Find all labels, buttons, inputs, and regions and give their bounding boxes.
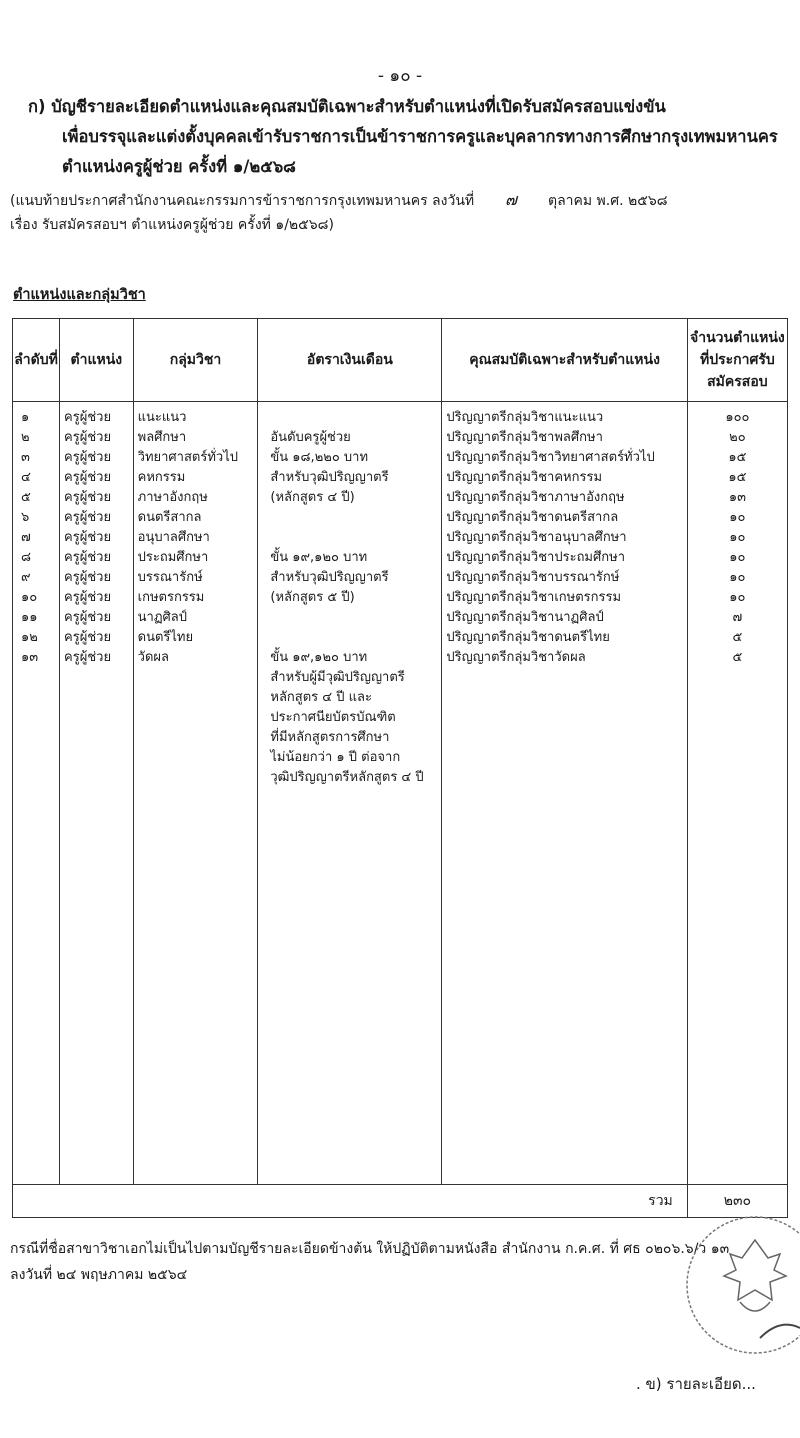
- row-number: ๑๓: [21, 650, 39, 665]
- salary-tier1-desc2: (หลักสูตร ๔ ปี): [270, 490, 355, 505]
- qualification-text: ปริญญาตรีกลุ่มวิชาวัดผล: [446, 650, 586, 665]
- subject-name: ภาษาอังกฤษ: [137, 490, 208, 505]
- qualification-text: ปริญญาตรีกลุ่มวิชาดนตรีไทย: [446, 630, 610, 645]
- positions-cell: [60, 402, 134, 1185]
- position-name: ครูผู้ช่วย: [64, 410, 112, 425]
- position-name: ครูผู้ช่วย: [64, 450, 112, 465]
- salary-tier3-desc4: ที่มีหลักสูตรการศึกษา: [270, 730, 390, 745]
- position-count: ๑๕: [728, 450, 747, 465]
- position-name: ครูผู้ช่วย: [64, 610, 112, 625]
- subject-name: วิทยาศาสตร์ทั่วไป: [137, 450, 238, 465]
- attachment-note: [10, 188, 795, 237]
- position-count: ๒๐: [729, 430, 746, 445]
- attachment-line-2: เรื่อง รับสมัครสอบฯ ตำแหน่งครูผู้ช่วย ครั้งที่ ๑/๒๕๖๘): [10, 217, 334, 233]
- position-name: ครูผู้ช่วย: [64, 590, 112, 605]
- subject-name: พลศึกษา: [137, 430, 187, 445]
- subject-name: นาฏศิลป์: [137, 610, 188, 625]
- qualification-text: ปริญญาตรีกลุ่มวิชาดนตรีสากล: [446, 510, 619, 525]
- position-count: ๑๐: [729, 590, 746, 605]
- row-number: ๑๒: [21, 630, 38, 645]
- position-name: ครูผู้ช่วย: [64, 630, 112, 645]
- header-count: จำนวนตำแหน่งที่ประกาศรับสมัครสอบ: [687, 319, 787, 402]
- position-name: ครูผู้ช่วย: [64, 530, 112, 545]
- page-number: - ๑๐ -: [377, 66, 423, 86]
- header-no: ลำดับที่: [13, 319, 60, 402]
- salary-tier3-desc1: สำหรับผู้มีวุฒิปริญญาตรี: [270, 670, 405, 685]
- row-number: ๕: [21, 490, 31, 505]
- subject-name: ประถมศึกษา: [137, 550, 209, 565]
- qualification-text: ปริญญาตรีกลุ่มวิชานาฏศิลป์: [446, 610, 604, 625]
- position-count: ๑๕: [728, 470, 747, 485]
- position-name: ครูผู้ช่วย: [64, 650, 112, 665]
- table-total-row: [13, 1185, 788, 1218]
- qualification-text: ปริญญาตรีกลุ่มวิชาประถมศึกษา: [446, 550, 625, 565]
- salary-cell: [258, 402, 442, 1185]
- subject-name: แนะแนว: [137, 410, 187, 425]
- row-number: ๓: [21, 450, 30, 465]
- salary-tier3-desc6: วุฒิปริญญาตรีหลักสูตร ๔ ปี: [270, 770, 424, 785]
- heading-line-1: ก) บัญชีรายละเอียดตำแหน่งและคุณสมบัติเฉพาะสำหรับตำแหน่งที่เปิดรับสมัครสอบแข่งขัน: [28, 97, 666, 116]
- numbers-cell: [13, 402, 60, 1185]
- subject-name: วัดผล: [137, 650, 169, 665]
- qualification-text: ปริญญาตรีกลุ่มวิชาอนุบาลศึกษา: [446, 530, 627, 545]
- position-name: ครูผู้ช่วย: [64, 490, 112, 505]
- next-section-label: . ข) รายละเอียด...: [636, 1375, 756, 1393]
- position-count: ๑๐: [729, 570, 746, 585]
- qualifications-cell: [442, 402, 687, 1185]
- header-subject: กลุ่มวิชา: [133, 319, 258, 402]
- subject-name: ดนตรีสากล: [137, 510, 202, 525]
- position-name: ครูผู้ช่วย: [64, 510, 112, 525]
- qualification-text: ปริญญาตรีกลุ่มวิชาวิทยาศาสตร์ทั่วไป: [446, 450, 655, 465]
- heading-line-2: เพื่อบรรจุและแต่งตั้งบุคคลเข้ารับราชการเป็นข้าราชการครูและบุคลากรทางการศึกษากรุงเทพมหานคร: [62, 127, 778, 146]
- positions-table: [12, 318, 788, 1218]
- table-header-row: [13, 319, 788, 402]
- salary-tier3-amount: ขั้น ๑๙,๑๒๐ บาท: [270, 650, 368, 665]
- position-name: ครูผู้ช่วย: [64, 570, 112, 585]
- subject-name: บรรณารักษ์: [137, 570, 203, 585]
- salary-tier2-desc1: สำหรับวุฒิปริญญาตรี: [270, 570, 389, 585]
- position-name: ครูผู้ช่วย: [64, 430, 112, 445]
- header-position: ตำแหน่ง: [60, 319, 134, 402]
- qualification-text: ปริญญาตรีกลุ่มวิชาบรรณารักษ์: [446, 570, 620, 585]
- header-salary: อัตราเงินเดือน: [258, 319, 442, 402]
- salary-tier2-amount: ขั้น ๑๙,๑๒๐ บาท: [270, 550, 368, 565]
- row-number: ๑๑: [21, 610, 38, 625]
- row-number: ๙: [21, 570, 31, 585]
- official-seal-icon: [680, 1210, 800, 1360]
- row-number: ๑๐: [21, 590, 38, 605]
- total-label: รวม: [13, 1185, 688, 1218]
- position-count: ๕: [732, 630, 743, 645]
- qualification-text: ปริญญาตรีกลุ่มวิชาภาษาอังกฤษ: [446, 490, 625, 505]
- salary-tier3-desc3: ประกาศนียบัตรบัณฑิต: [270, 710, 396, 725]
- salary-tier3-desc2: หลักสูตร ๔ ปี และ: [270, 690, 372, 705]
- footnote-line-2: ลงวันที่ ๒๔ พฤษภาคม ๒๕๖๔: [10, 1267, 188, 1283]
- qualification-text: ปริญญาตรีกลุ่มวิชาพลศึกษา: [446, 430, 603, 445]
- row-number: ๔: [21, 470, 31, 485]
- document-heading: [28, 92, 788, 182]
- position-count: ๕: [732, 650, 743, 665]
- subject-name: คหกรรม: [137, 470, 186, 485]
- table-body-row: [13, 402, 788, 1185]
- subject-name: ดนตรีไทย: [137, 630, 194, 645]
- row-number: ๗: [21, 530, 31, 545]
- total-value: ๒๓๐: [687, 1185, 787, 1218]
- attachment-day: ๗: [505, 190, 518, 209]
- counts-cell: [687, 402, 787, 1185]
- salary-tier1-amount: ขั้น ๑๘,๒๒๐ บาท: [270, 450, 369, 465]
- salary-tier3-desc5: ไม่น้อยกว่า ๑ ปี ต่อจาก: [270, 750, 401, 765]
- footnote: [10, 1236, 790, 1288]
- salary-tier1-desc1: สำหรับวุฒิปริญญาตรี: [270, 470, 389, 485]
- qualification-text: ปริญญาตรีกลุ่มวิชาเกษตรกรรม: [446, 590, 622, 605]
- position-count: ๑๓: [728, 490, 746, 505]
- section-title: ตำแหน่งและกลุ่มวิชา: [13, 287, 146, 303]
- subject-name: อนุบาลศึกษา: [137, 530, 210, 545]
- position-count: ๗: [732, 610, 743, 625]
- position-name: ครูผู้ช่วย: [64, 550, 112, 565]
- header-qualification: คุณสมบัติเฉพาะสำหรับตำแหน่ง: [442, 319, 687, 402]
- salary-rank: อันดับครูผู้ช่วย: [270, 430, 351, 445]
- heading-line-3: ตำแหน่งครูผู้ช่วย ครั้งที่ ๑/๒๕๖๘: [62, 157, 296, 176]
- qualification-text: ปริญญาตรีกลุ่มวิชาคหกรรม: [446, 470, 603, 485]
- position-count: ๑๐: [729, 510, 746, 525]
- position-count: ๑๐: [729, 530, 746, 545]
- salary-details: [262, 408, 437, 788]
- attachment-part-2: ตุลาคม พ.ศ. ๒๕๖๘: [547, 193, 668, 209]
- salary-tier2-desc2: (หลักสูตร ๕ ปี): [270, 590, 355, 605]
- qualification-text: ปริญญาตรีกลุ่มวิชาแนะแนว: [446, 410, 604, 425]
- position-count: ๑๐: [729, 550, 746, 565]
- row-number: ๘: [21, 550, 32, 565]
- subject-name: เกษตรกรรม: [137, 590, 205, 605]
- row-number: ๒: [21, 430, 30, 445]
- position-name: ครูผู้ช่วย: [64, 470, 112, 485]
- attachment-part-1: (แนบท้ายประกาศสำนักงานคณะกรรมการข้าราชการกรุงเทพมหานคร ลงวันที่: [10, 193, 475, 209]
- footnote-line-1: กรณีที่ชื่อสาขาวิชาเอกไม่เป็นไปตามบัญชีรายละเอียดข้างต้น ให้ปฏิบัติตามหนังสือ สำนักงาน ก.ค.ศ. ที่ ศธ ๐๒๐๖.๖/ว ๑๓: [10, 1241, 730, 1257]
- position-count: ๑๐๐: [725, 410, 750, 425]
- row-number: ๑: [21, 410, 30, 425]
- subjects-cell: [133, 402, 258, 1185]
- row-number: ๖: [21, 510, 30, 525]
